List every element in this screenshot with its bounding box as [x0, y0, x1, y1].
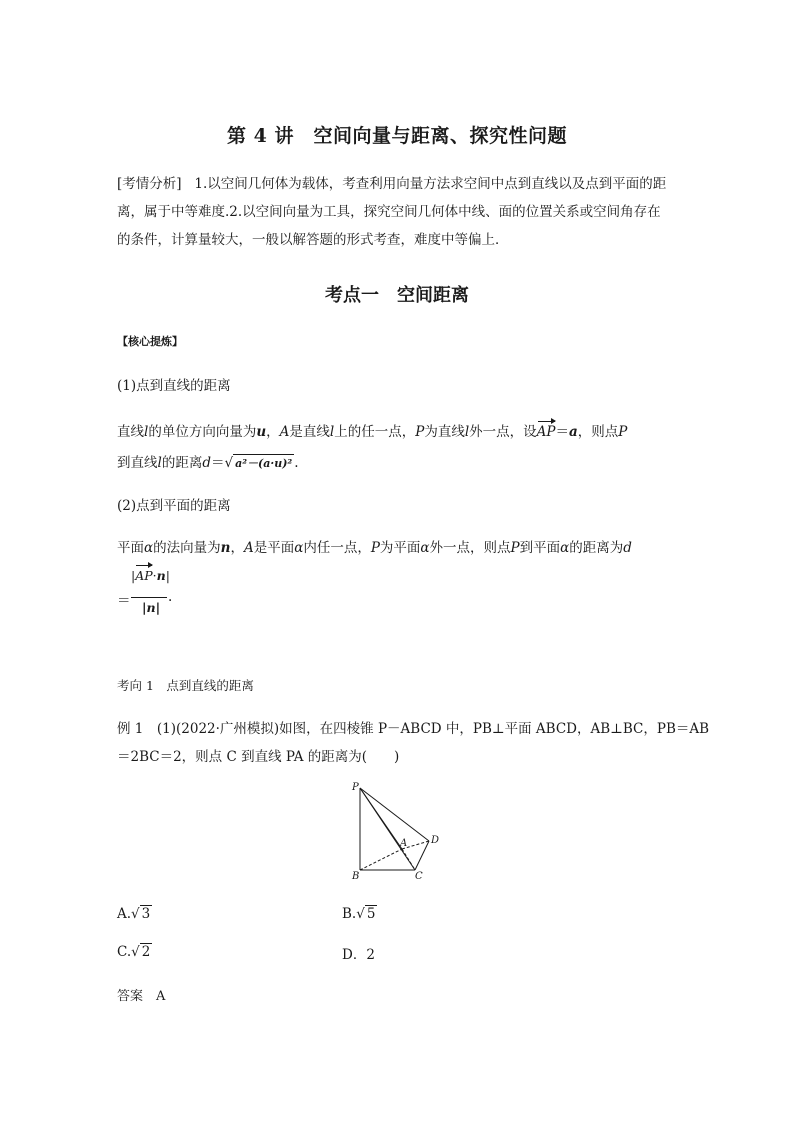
- label-C: C: [415, 871, 423, 882]
- edge-AC: [402, 849, 415, 870]
- sqrt-icon: √: [224, 455, 234, 471]
- definition-point-plane: 平面α的法向量为n，A是平面α内任一点，P为平面α外一点，则点P到平面α的距离为d: [117, 540, 632, 556]
- sqrt-icon: √: [131, 944, 140, 960]
- label-D: D: [431, 835, 440, 846]
- analysis-line-1: [考情分析] 1.以空间几何体为载体，考查利用向量方法求空间中点到直线以及点到平面的距: [117, 176, 667, 192]
- analysis-line-2: 离，属于中等难度.2.以空间向量为工具，探究空间几何体中线、面的位置关系或空间角存在: [117, 204, 661, 220]
- example-line-2: ＝2BC＝2，则点 C 到直线 PA 的距离为( ): [117, 749, 400, 765]
- page-title: 第 4 讲 空间向量与距离、探究性问题: [227, 125, 567, 147]
- direction-heading: 考向 1 点到直线的距离: [117, 678, 254, 693]
- radicand: a²－(a·u)²: [233, 454, 294, 471]
- label-A: A: [400, 838, 408, 849]
- analysis-line-3: 的条件，计算量较大，一般以解答题的形式考查，难度中等偏上．: [117, 232, 509, 248]
- option-d[interactable]: D．2: [342, 947, 375, 963]
- pyramid-figure: [340, 780, 450, 885]
- fraction-bar: [131, 597, 167, 598]
- definition-point-line: 直线l的单位方向向量为u，A是直线l上的任一点，P为直线l外一点，设AP＝a，则点P: [117, 424, 628, 440]
- sqrt-icon: √: [131, 906, 140, 922]
- edge-PD: [360, 788, 429, 841]
- subheading-point-to-line: (1)点到直线的距离: [117, 378, 231, 394]
- analysis-label: [考情分析]: [117, 176, 182, 192]
- fraction-denominator: |n|: [142, 600, 161, 615]
- fraction-equals: ＝: [117, 593, 131, 609]
- edge-PA: [360, 788, 402, 849]
- label-B: B: [352, 871, 360, 882]
- edge-AB: [360, 849, 402, 870]
- core-label: 【核心提炼】: [117, 335, 183, 348]
- vector-AP: AP: [536, 424, 556, 440]
- sqrt-icon: √: [356, 906, 365, 922]
- edge-CD: [415, 841, 429, 870]
- distance-formula-line: 到直线l的距离d＝√ a²－(a·u)² .: [117, 455, 299, 471]
- label-P: P: [352, 782, 359, 793]
- subheading-point-to-plane: (2)点到平面的距离: [117, 498, 231, 514]
- option-b[interactable]: B.√ 5: [342, 906, 376, 922]
- answer: 答案 A: [117, 989, 166, 1004]
- option-a[interactable]: A.√ 3: [117, 906, 151, 922]
- fraction-period: .: [168, 589, 173, 605]
- example-line-1: 例 1 (1)(2022·广州模拟)如图，在四棱锥 P－ABCD 中，PB⊥平面 ABCD，AB⊥BC，PB＝AB: [117, 721, 710, 737]
- fraction-numerator: |AP·n|: [131, 568, 170, 583]
- option-c[interactable]: C.√ 2: [117, 944, 151, 960]
- section-title: 考点一 空间距离: [325, 285, 469, 306]
